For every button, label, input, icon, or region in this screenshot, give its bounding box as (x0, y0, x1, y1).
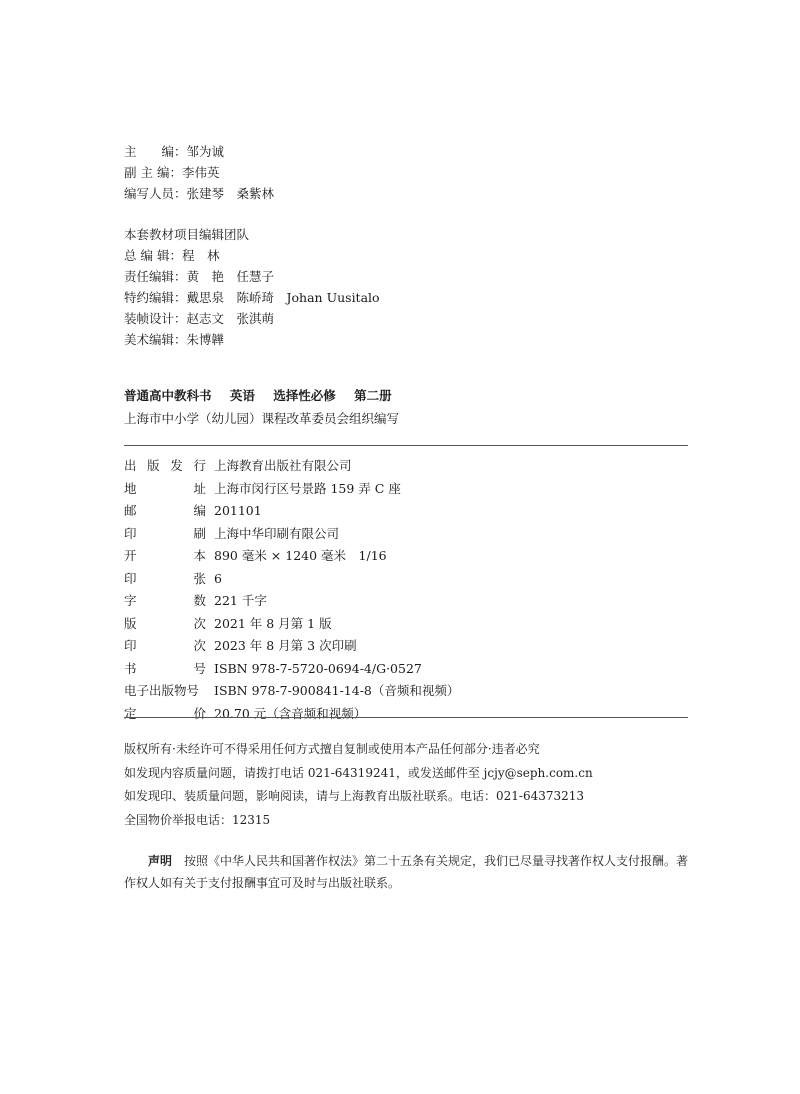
publishing-value: ISBN 978-7-900841-14-8（音频和视频） (214, 683, 460, 698)
publishing-label-char: 刷 (193, 525, 206, 541)
publishing-value: 201101 (214, 503, 262, 518)
publishing-value: ISBN 978-7-5720-0694-4/G·0527 (214, 660, 422, 676)
publishing-label-char: 邮 (124, 503, 137, 518)
writers-line: 编写人员：张建琴 桑紫林 (124, 186, 275, 201)
publishing-label (124, 613, 206, 636)
team-member-line: 责任编辑：黄 艳 任慧子 (124, 269, 275, 284)
publishing-row (124, 545, 459, 568)
team-heading: 本套教材项目编辑团队 (124, 227, 250, 242)
publishing-label (124, 590, 206, 613)
divider-bottom (124, 717, 688, 718)
team-member-line: 特约编辑：戴思泉 陈峤琦 Johan Uusitalo (124, 290, 380, 305)
editor-credits (124, 141, 274, 204)
book-title-volume: 第二册 (354, 388, 392, 403)
publishing-row (124, 455, 459, 478)
divider-top (124, 445, 688, 446)
publishing-row (124, 500, 459, 523)
publishing-label-char: 次 (193, 638, 206, 653)
publishing-label-char: 数 (193, 593, 206, 608)
chief-editor-line: 主 编：邹为诚 (124, 144, 225, 159)
publishing-value: 2023 年 8 月第 3 次印刷 (214, 638, 357, 653)
publishing-label-char: 编 (193, 503, 206, 518)
declaration-text: 按照《中华人民共和国著作权法》第二十五条有关规定，我们已尽量寻找著作权人支付报酬。著作权人如有关于支付报酬事宜可及时与出版社联系。 (124, 854, 689, 890)
publishing-value: 上海中华印刷有限公司 (214, 525, 340, 541)
publishing-value: 890 毫米 × 1240 毫米 1/16 (214, 548, 387, 563)
publishing-row (124, 478, 459, 501)
content-quality-contact: 如发现内容质量问题，请拨打电话 021-64319241，或发送邮件至 jcjy@seph.com.cn (124, 765, 593, 780)
publishing-row (124, 568, 459, 591)
declaration (124, 850, 690, 894)
publishing-row (124, 613, 459, 636)
publishing-row (124, 703, 459, 726)
copyright-notes (124, 738, 593, 832)
book-title (124, 385, 399, 407)
publishing-label (124, 680, 206, 703)
print-quality-contact: 如发现印、装质量问题，影响阅读，请与上海教育出版社联系。电话：021-64373213 (124, 789, 585, 803)
publishing-label (124, 545, 206, 568)
publishing-label (124, 478, 206, 501)
team-member-line: 总 编 辑：程 林 (124, 248, 220, 263)
publishing-label-char: 地 (124, 480, 137, 496)
price-report-phone: 全国物价举报电话：12315 (124, 812, 271, 827)
publishing-value: 上海教育出版社有限公司 (214, 458, 352, 473)
publishing-label-char: 书 (124, 660, 137, 676)
book-title-type: 选择性必修 (273, 388, 336, 403)
publishing-label-char: 开 (124, 548, 137, 563)
publishing-label-char: 印 (124, 525, 137, 541)
publishing-value: 2021 年 8 月第 1 版 (214, 615, 332, 631)
team-member-line: 装帧设计：赵志文 张淇萌 (124, 311, 275, 326)
publishing-value: 20.70 元（含音频和视频） (214, 705, 367, 721)
publishing-label-char: 价 (193, 705, 206, 721)
publishing-value: 221 千字 (214, 593, 267, 608)
publishing-label-char: 版 (124, 615, 137, 631)
publishing-row (124, 658, 459, 681)
publishing-label (124, 455, 206, 478)
publishing-label-char: 字 (124, 593, 137, 608)
book-title-subject: 英语 (229, 388, 255, 403)
book-title-series: 普通高中教科书 (124, 388, 212, 403)
publishing-label-char: 行 (193, 458, 206, 473)
publishing-label-char: 张 (193, 570, 206, 586)
publishing-label (124, 500, 206, 523)
publishing-label-char: 号 (193, 660, 206, 676)
publishing-row (124, 680, 459, 703)
publishing-label (124, 523, 206, 546)
publishing-label (124, 568, 206, 591)
declaration-label: 声明 (148, 854, 173, 868)
publishing-label (124, 658, 206, 681)
publishing-label-char: 址 (193, 480, 206, 496)
publishing-label-char: 发 (170, 458, 183, 473)
deputy-editor-line: 副 主 编：李伟英 (124, 165, 220, 180)
editorial-team (124, 224, 380, 350)
publishing-row (124, 590, 459, 613)
publishing-label (124, 635, 206, 658)
publishing-value: 6 (214, 570, 222, 586)
team-member-line: 美术编辑：朱博韡 (124, 332, 225, 347)
publishing-label-char: 出 (124, 458, 137, 473)
publishing-row (124, 635, 459, 658)
rights-notice: 版权所有·未经许可不得采用任何方式擅自复制或使用本产品任何部分·违者必究 (124, 742, 540, 756)
publishing-label-char: 本 (193, 548, 206, 563)
book-author: 上海市中小学（幼儿园）课程改革委员会组织编写 (124, 411, 400, 426)
publishing-label-char: 印 (124, 570, 137, 586)
publishing-label-char: 版 (147, 458, 160, 473)
publishing-label-char: 印 (124, 638, 137, 653)
publishing-details (124, 455, 459, 725)
publishing-label-char: 次 (193, 615, 206, 631)
publishing-label-char: 电子出版物号 (124, 683, 200, 698)
publishing-value: 上海市闵行区号景路 159 弄 C 座 (214, 480, 401, 496)
book-info (124, 385, 399, 431)
publishing-label-char: 定 (124, 705, 137, 721)
publishing-row (124, 523, 459, 546)
publishing-label (124, 703, 206, 726)
